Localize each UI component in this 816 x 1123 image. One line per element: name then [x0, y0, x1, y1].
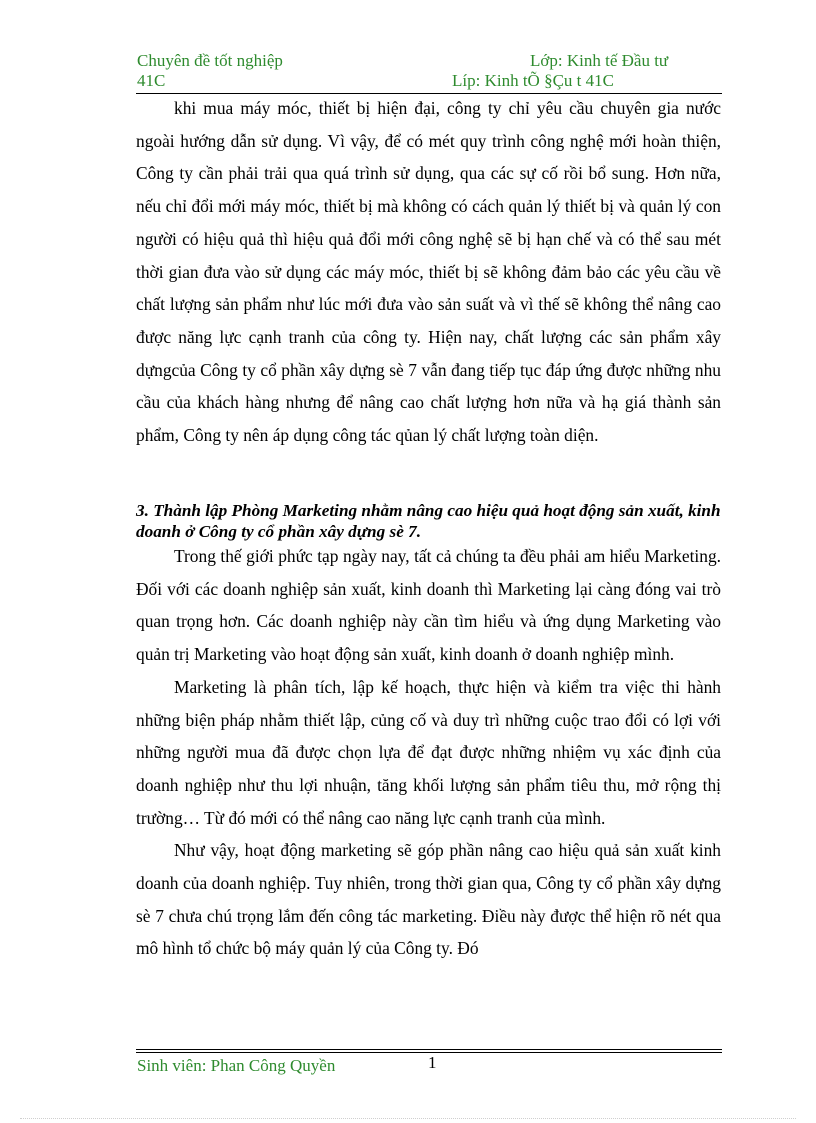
header-doc-title: Chuyên đề tốt nghiệp	[137, 51, 283, 70]
header-class-garbled: Líp: Kinh tÕ §Çu t 41C	[452, 71, 614, 90]
page-edge-divider	[20, 1118, 796, 1119]
paragraph: khi mua máy móc, thiết bị hiện đại, công ty chỉ yêu cầu chuyên gia nước ngoài hướng dẫn sử dụng. Vì vậy, để có mét quy trình công nghệ mới hoàn thiện, Công ty cần phải trải qua quá trình sử dụng, qua các sự cố rồi bổ sung. Hơn nữa, nếu chỉ đổi mới máy móc, thiết bị mà không có cách quản lý thiết bị và quản lý con người có hiệu quả thì hiệu quả đổi mới công nghệ sẽ bị hạn chế và có thể sau mét thời gian đưa vào sử dụng các máy móc, thiết bị sẽ không đảm bảo các yêu cầu về chất lượng sản phẩm như lúc mới đưa vào sản suất và vì thế sẽ không thể nâng cao được năng lực cạnh tranh của công ty. Hiện nay, chất lượng các sản phẩm xây dựngcủa Công ty cổ phần xây dựng sè 7 vẫn đang tiếp tục đáp ứng được những nhu cầu của khách hàng nhưng để nâng cao chất lượng hơn nữa và hạ giá thành sản phẩm, Công ty nên áp dụng công tác qủan lý chất lượng toàn diện.	[136, 98, 721, 446]
header-class-code: 41C	[137, 71, 166, 90]
body-section-2	[136, 540, 721, 965]
paragraph: Trong thế giới phức tạp ngày nay, tất cả chúng ta đều phải am hiểu Marketing. Đối với các doanh nghiệp sản xuất, kinh doanh thì Marketing lại càng đóng vai trò quan trọng hơn. Các doanh nghiệp này cần tìm hiểu và ứng dụng Marketing vào quản trị Marketing vào hoạt động sản xuất, kinh doanh ở doanh nghiệp mình.	[136, 546, 721, 665]
paragraph: Như vậy, hoạt động marketing sẽ góp phần nâng cao hiệu quả sản xuất kinh doanh của doanh nghiệp. Tuy nhiên, trong thời gian qua, Công ty cổ phần xây dựng sè 7 chưa chú trọng lắm đến công tác marketing. Điều này được thể hiện rõ nét qua mô hình tổ chức bộ máy quản lý của Công ty. Đó	[136, 840, 721, 959]
paragraph: Marketing là phân tích, lập kế hoạch, thực hiện và kiểm tra việc thi hành những biện pháp nhằm thiết lập, củng cố và duy trì những cuộc trao đổi có lợi với những người mua đã được chọn lựa để đạt được những nhiệm vụ xác định của doanh nghiệp như thu lợi nhuận, tăng khối lượng sản phẩm tiêu thu, mở rộng thị trường… Từ đó mới có thể nâng cao năng lực cạnh tranh của mình.	[136, 676, 721, 828]
footer-rule	[136, 1049, 722, 1050]
body-section-1	[136, 92, 721, 452]
footer-student-name: Sinh viên: Phan Công Quyền	[137, 1056, 336, 1075]
section-heading: 3. Thành lập Phòng Marketing nhằm nâng cao hiệu quả hoạt động sản xuất, kinh doanh ở Công ty cổ phần xây dựng sè 7.	[136, 501, 721, 541]
page-number: 1	[428, 1053, 437, 1072]
header-class: Lớp: Kinh tế Đầu tư	[530, 51, 669, 70]
